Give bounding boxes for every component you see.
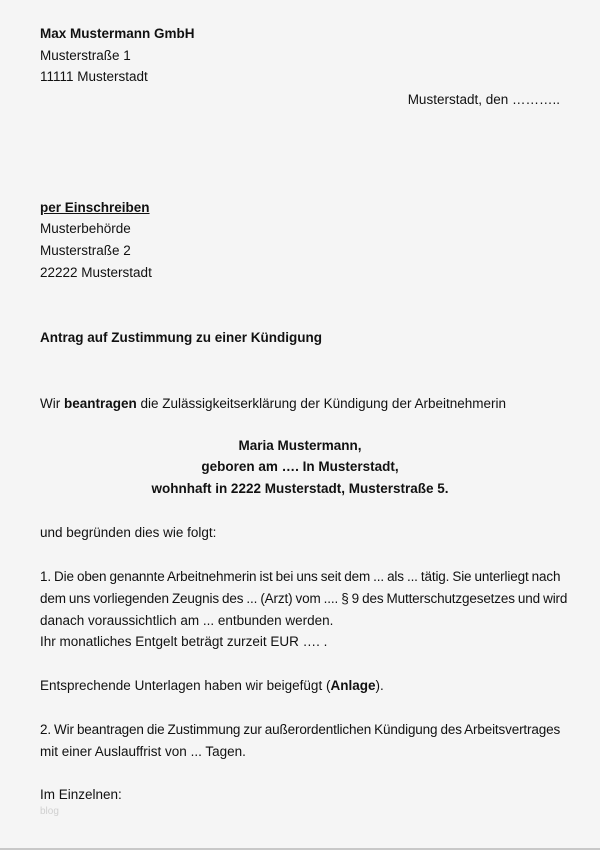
sender-city: 11111 Musterstadt bbox=[40, 69, 148, 84]
employee-name: Maria Mustermann, bbox=[238, 438, 362, 453]
subject: Antrag auf Zustimmung zu einer Kündigung bbox=[40, 330, 322, 345]
reason-intro: und begründen dies wie folgt: bbox=[40, 525, 217, 540]
attachment-pre: Entsprechende Unterlagen haben wir beigefügt ( bbox=[40, 678, 331, 693]
attachment-note bbox=[40, 677, 384, 695]
intro bbox=[40, 395, 506, 413]
place-date: Musterstadt, den ……….. bbox=[407, 92, 560, 107]
point1-line: dem uns vorliegenden Zeugnis des ... (Arzt) vom .... § 9 des Mutterschutzgesetzes und wird bbox=[40, 591, 568, 606]
sender-name: Max Mustermann GmbH bbox=[40, 26, 195, 41]
intro-bold: beantragen bbox=[64, 396, 137, 411]
recipient-city: 22222 Musterstadt bbox=[40, 265, 152, 280]
watermark: blog bbox=[40, 806, 59, 817]
attachment-bold: Anlage bbox=[330, 678, 376, 693]
recipient-street: Musterstraße 2 bbox=[40, 243, 131, 258]
attachment-post: ). bbox=[375, 678, 384, 693]
intro-post: die Zulässigkeitserklärung der Kündigung der Arbeitnehmerin bbox=[136, 396, 506, 411]
intro-pre: Wir bbox=[40, 396, 64, 411]
point2-line: 2. Wir beantragen die Zustimmung zur außerordentlichen Kündigung des Arbeitsvertrages bbox=[40, 722, 561, 737]
delivery-method: per Einschreiben bbox=[40, 200, 150, 215]
point1-line: danach voraussichtlich am ... entbunden werden. bbox=[40, 613, 334, 628]
employee-birth: geboren am …. In Musterstadt, bbox=[201, 459, 399, 474]
employee-address: wohnhaft in 2222 Musterstadt, Musterstraße 5. bbox=[151, 481, 449, 496]
point1-line: Ihr monatliches Entgelt beträgt zurzeit EUR …. . bbox=[40, 634, 328, 649]
recipient-name: Musterbehörde bbox=[40, 221, 131, 236]
sender-street: Musterstraße 1 bbox=[40, 48, 131, 63]
details-heading: Im Einzelnen: bbox=[40, 787, 122, 802]
point1-line: 1. Die oben genannte Arbeitnehmerin ist bei uns seit dem ... als ... tätig. Sie unterliegt nach bbox=[40, 569, 561, 584]
point2-line: mit einer Auslauffrist von ... Tagen. bbox=[40, 744, 246, 759]
